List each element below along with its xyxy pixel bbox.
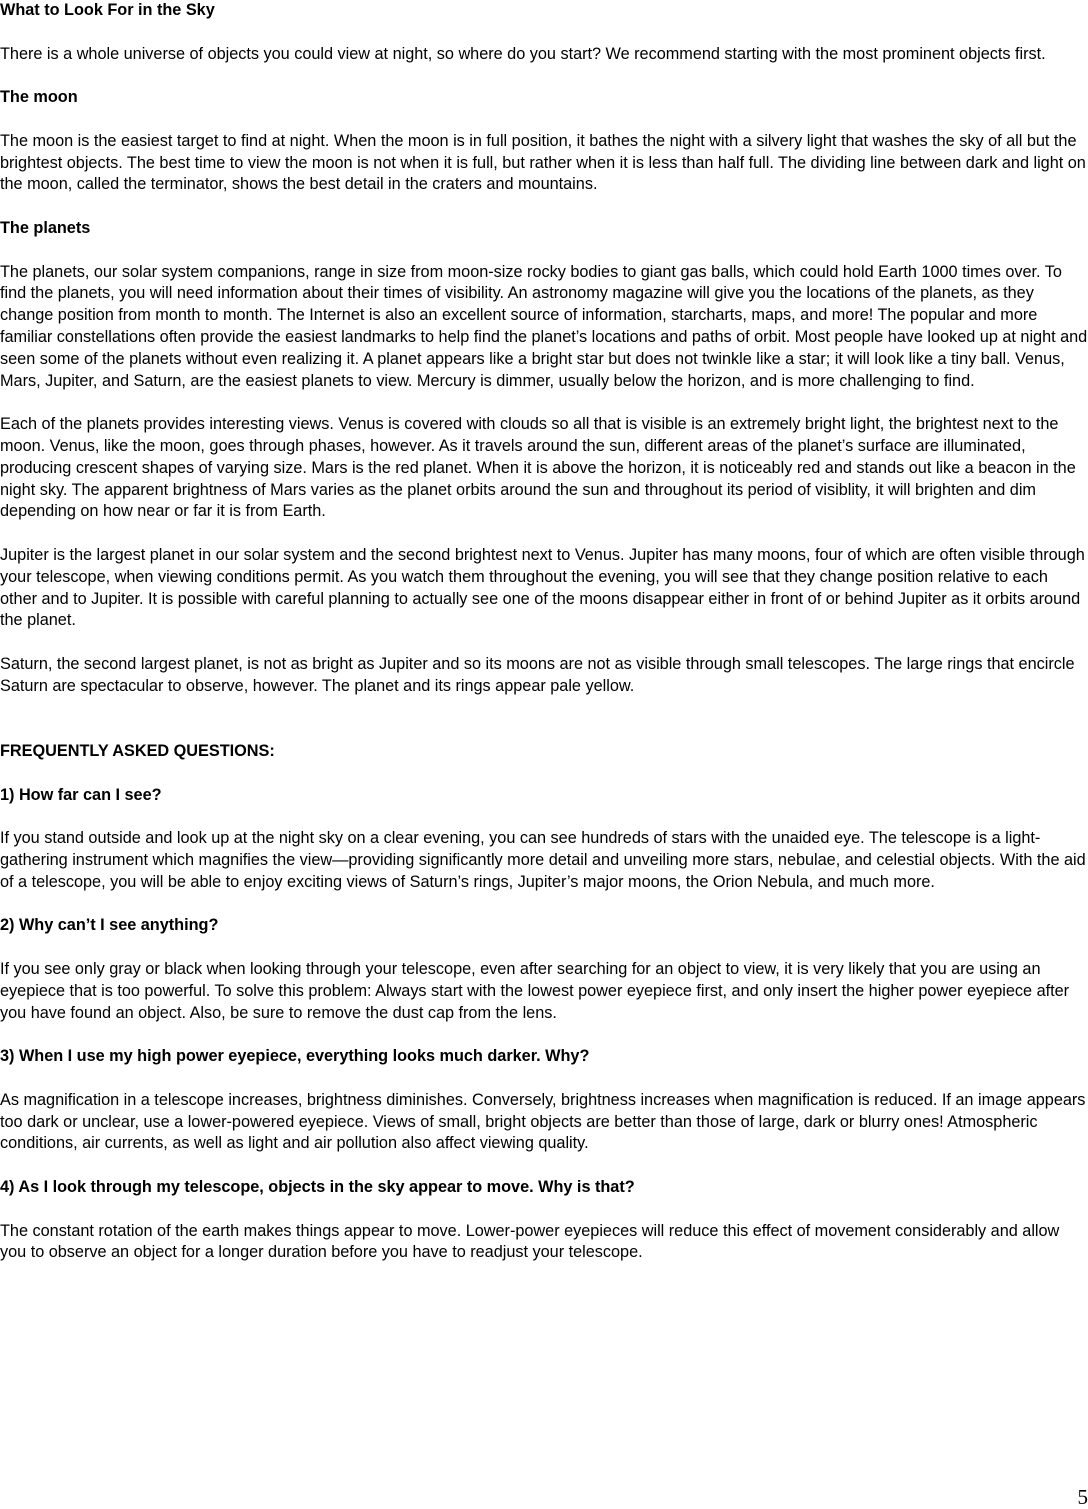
spacer [0,523,1088,545]
spacer [0,698,1088,742]
moon-paragraph: The moon is the easiest target to find at night. When the moon is in full position, it bathes the night with a silvery light that washes the sky of all but the brightest objects. The best time to view the moon is not when it is full, but rather when it is less than half full. The dividing line between dark and light on the moon, called the terminator, shows the best detail in the craters and mountains. [0,131,1086,194]
faq-question: 2) Why can’t I see anything? [0,916,219,935]
planets-paragraph: Each of the planets provides interesting views. Venus is covered with clouds so all that is visible is an extremely bright light, the brightest next to the moon. Venus, like the moon, goes through phases, however. As it travels around the sun, different areas of the planet’s surface are illuminated, producing crescent shapes of varying size. Mars is the red planet. When it is above the horizon, it is noticeably red and stands out like a beacon in the night sky. The apparent brightness of Mars varies as the planet orbits around the sun and throughout its period of visiblity, it will brighten and dim depending on how near or far it is from Earth. [0,415,1076,521]
faq-answer: If you see only gray or black when looking through your telescope, even after searching for an object to view, it is very likely that you are using an eyepiece that is too powerful. To solve this problem: Always start with the lowest power eyepiece first, and only insert the higher power eyepiece after you have found an object. Also, be sure to remove the dust cap from the lens. [0,960,1070,1022]
faq-question: 1) How far can I see? [0,785,162,804]
faq-question: 4) As I look through my telescope, objects in the sky appear to move. Why is that? [0,1178,635,1197]
intro-paragraph: There is a whole universe of objects you could view at night, so where do you start? We recommend starting with the most prominent objects first. [0,44,1046,63]
spacer [0,240,1088,262]
planets-paragraph: Jupiter is the largest planet in our solar system and the second brightest next to Venus. Jupiter has many moons, four of which are often visible through your telescope, when viewing conditions permit. As you watch them throughout the evening, you will see that they change position relative to each other and to Jupiter. It is possible with careful planning to actually see one of the moons disappear either in front of or behind Jupiter as it orbits around the planet. [0,545,1085,630]
faq-heading: FREQUENTLY ASKED QUESTIONS: [0,742,275,761]
faq-answer: The constant rotation of the earth makes things appear to move. Lower-power eyepieces will reduce this effect of movement considerably and allow you to observe an object for a longer duration before you have to readjust your telescope. [0,1221,1060,1262]
page-number: 5 [1077,1485,1088,1509]
spacer [0,894,1088,916]
spacer [0,392,1088,414]
spacer [0,937,1088,959]
faq-answer: As magnification in a telescope increases, brightness diminishes. Conversely, brightness increases when magnification is reduced. If an image appears too dark or unclear, use a lower-powered eyepiece. Views of small, bright objects are better than those of large, dark or blurry ones! Atmospheric conditions, air currents, as well as light and air pollution also affect viewing quality. [0,1090,1086,1153]
spacer [0,1024,1088,1046]
spacer [0,65,1088,87]
planets-heading: The planets [0,218,91,237]
spacer [0,763,1088,785]
faq-answer: If you stand outside and look up at the night sky on a clear evening, you can see hundreds of stars with the unaided eye. The telescope is a light-gathering instrument which magnifies the view—providing significantly more detail and unveiling more stars, nebulae, and celestial objects. With the aid of a telescope, you will be able to enjoy exciting views of Saturn’s rings, Jupiter’s major moons, the Orion Nebula, and much more. [0,829,1086,891]
planets-paragraph: Saturn, the second largest planet, is not as bright as Jupiter and so its moons are not as visible through small telescopes. The large rings that encircle Saturn are spectacular to observe, however. The planet and its rings appear pale yellow. [0,654,1075,695]
moon-heading: The moon [0,88,78,107]
spacer [0,632,1088,654]
faq-question: 3) When I use my high power eyepiece, everything looks much darker. Why? [0,1047,590,1066]
section-title: What to Look For in the Sky [0,1,215,19]
spacer [0,22,1088,44]
planets-paragraph: The planets, our solar system companions, range in size from moon-size rocky bodies to giant gas balls, which could hold Earth 1000 times over. To find the planets, you will need information about their times of visibility. An astronomy magazine will give you the locations of the planets, as they change position from month to month. The Internet is also an excellent source of information, starcharts, maps, and more! The popular and more familiar constellations often provide the easiest landmarks to help find the planet’s locations and paths of orbit. Most people have looked up at night and seen some of the planets without even realizing it. A planet appears like a bright star but does not twinkle like a star; it will look like a tiny ball. Venus, Mars, Jupiter, and Saturn, are the easiest planets to view. Mercury is dimmer, usually below the horizon, and is more challenging to find. [0,262,1088,390]
spacer [0,1155,1088,1177]
spacer [0,109,1088,131]
spacer [0,1199,1088,1221]
spacer [0,806,1088,828]
spacer [0,1068,1088,1090]
spacer [0,196,1088,218]
